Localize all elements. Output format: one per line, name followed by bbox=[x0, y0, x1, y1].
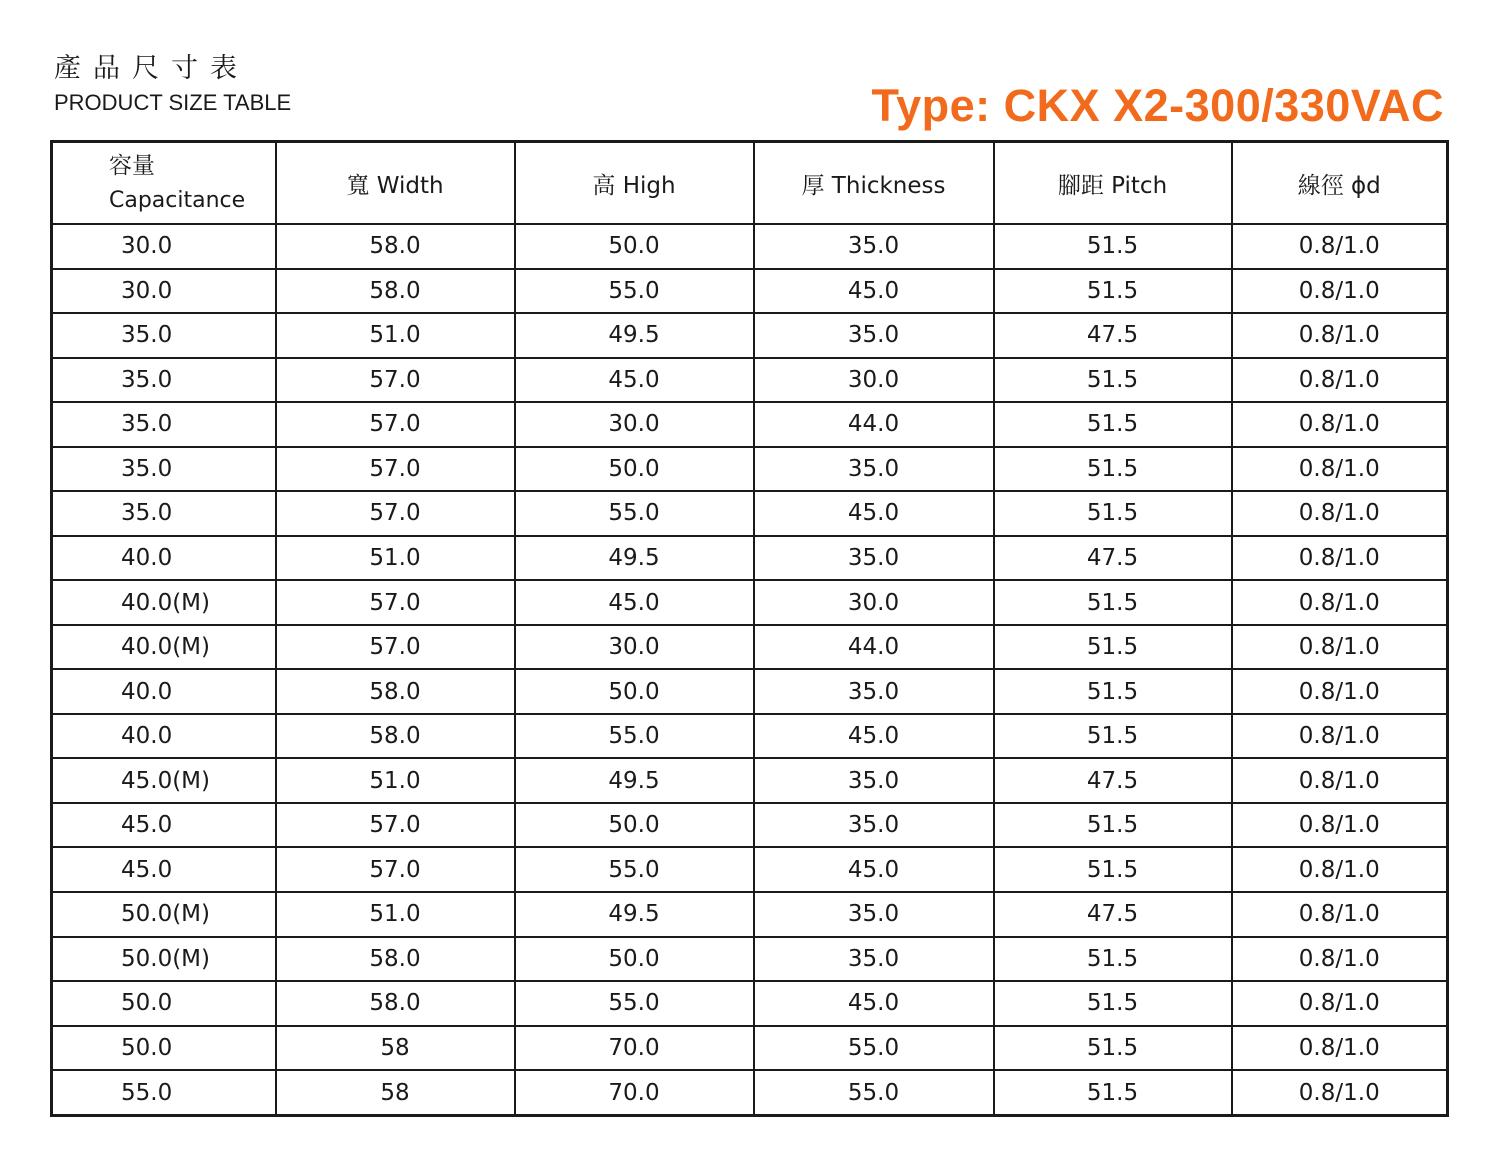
thickness-cell: 45.0 bbox=[754, 847, 994, 892]
pitch-cell: 51.5 bbox=[994, 669, 1232, 714]
thickness-cell: 35.0 bbox=[754, 758, 994, 803]
pitch-cell: 51.5 bbox=[994, 491, 1232, 536]
pitch-cell: 47.5 bbox=[994, 313, 1232, 358]
table-row bbox=[52, 1070, 1448, 1115]
pitch-cell: 47.5 bbox=[994, 758, 1232, 803]
page-title-chinese: 產品尺寸表 bbox=[54, 53, 249, 84]
thickness-cell: 35.0 bbox=[754, 803, 994, 848]
table-row bbox=[52, 714, 1448, 759]
capacitance-cell: 40.0 bbox=[52, 669, 276, 714]
column-header-high: 高 High bbox=[515, 142, 754, 225]
product-size-table bbox=[50, 140, 1449, 1117]
thickness-cell: 35.0 bbox=[754, 224, 994, 269]
pitch-cell: 51.5 bbox=[994, 1026, 1232, 1071]
thickness-cell: 45.0 bbox=[754, 714, 994, 759]
wire-diameter-cell: 0.8/1.0 bbox=[1232, 981, 1448, 1026]
table-row bbox=[52, 224, 1448, 269]
thickness-cell: 30.0 bbox=[754, 358, 994, 403]
pitch-cell: 51.5 bbox=[994, 847, 1232, 892]
capacitance-cell: 55.0 bbox=[52, 1070, 276, 1115]
high-cell: 45.0 bbox=[515, 580, 754, 625]
wire-diameter-cell: 0.8/1.0 bbox=[1232, 1070, 1448, 1115]
thickness-cell: 35.0 bbox=[754, 892, 994, 937]
column-header-pitch: 腳距 Pitch bbox=[994, 142, 1232, 225]
high-cell: 49.5 bbox=[515, 892, 754, 937]
width-cell: 57.0 bbox=[276, 358, 515, 403]
pitch-cell: 51.5 bbox=[994, 981, 1232, 1026]
width-cell: 57.0 bbox=[276, 847, 515, 892]
high-cell: 55.0 bbox=[515, 491, 754, 536]
capacitance-cell: 45.0 bbox=[52, 803, 276, 848]
thickness-cell: 35.0 bbox=[754, 447, 994, 492]
table-row bbox=[52, 937, 1448, 982]
thickness-cell: 35.0 bbox=[754, 536, 994, 581]
wire-diameter-cell: 0.8/1.0 bbox=[1232, 758, 1448, 803]
wire-diameter-cell: 0.8/1.0 bbox=[1232, 269, 1448, 314]
wire-diameter-cell: 0.8/1.0 bbox=[1232, 625, 1448, 670]
thickness-cell: 30.0 bbox=[754, 580, 994, 625]
width-cell: 58.0 bbox=[276, 669, 515, 714]
wire-diameter-cell: 0.8/1.0 bbox=[1232, 580, 1448, 625]
capacitance-cell: 35.0 bbox=[52, 402, 276, 447]
capacitance-cell: 35.0 bbox=[52, 313, 276, 358]
wire-diameter-cell: 0.8/1.0 bbox=[1232, 358, 1448, 403]
thickness-cell: 55.0 bbox=[754, 1070, 994, 1115]
table-body bbox=[52, 224, 1448, 1116]
capacitance-cell: 40.0(M) bbox=[52, 625, 276, 670]
pitch-cell: 51.5 bbox=[994, 447, 1232, 492]
wire-diameter-cell: 0.8/1.0 bbox=[1232, 892, 1448, 937]
high-cell: 50.0 bbox=[515, 224, 754, 269]
wire-diameter-cell: 0.8/1.0 bbox=[1232, 491, 1448, 536]
pitch-cell: 51.5 bbox=[994, 224, 1232, 269]
table-row bbox=[52, 669, 1448, 714]
page-title-english: PRODUCT SIZE TABLE bbox=[54, 90, 292, 115]
wire-diameter-cell: 0.8/1.0 bbox=[1232, 1026, 1448, 1071]
thickness-cell: 55.0 bbox=[754, 1026, 994, 1071]
pitch-cell: 51.5 bbox=[994, 358, 1232, 403]
wire-diameter-cell: 0.8/1.0 bbox=[1232, 847, 1448, 892]
width-cell: 57.0 bbox=[276, 803, 515, 848]
high-cell: 55.0 bbox=[515, 847, 754, 892]
table-row bbox=[52, 892, 1448, 937]
width-cell: 51.0 bbox=[276, 758, 515, 803]
high-cell: 50.0 bbox=[515, 669, 754, 714]
width-cell: 58.0 bbox=[276, 269, 515, 314]
table-row bbox=[52, 269, 1448, 314]
wire-diameter-cell: 0.8/1.0 bbox=[1232, 224, 1448, 269]
column-header-wire-diameter: 線徑 ϕd bbox=[1232, 142, 1448, 225]
width-cell: 51.0 bbox=[276, 892, 515, 937]
high-cell: 70.0 bbox=[515, 1070, 754, 1115]
high-cell: 30.0 bbox=[515, 625, 754, 670]
capacitance-cell: 50.0 bbox=[52, 1026, 276, 1071]
width-cell: 57.0 bbox=[276, 402, 515, 447]
pitch-cell: 51.5 bbox=[994, 714, 1232, 759]
capacitance-cell: 35.0 bbox=[52, 491, 276, 536]
high-cell: 50.0 bbox=[515, 937, 754, 982]
wire-diameter-cell: 0.8/1.0 bbox=[1232, 803, 1448, 848]
capacitance-cell: 30.0 bbox=[52, 224, 276, 269]
table-row bbox=[52, 1026, 1448, 1071]
wire-diameter-cell: 0.8/1.0 bbox=[1232, 447, 1448, 492]
table-row bbox=[52, 803, 1448, 848]
high-cell: 30.0 bbox=[515, 402, 754, 447]
capacitance-cell: 40.0(M) bbox=[52, 580, 276, 625]
width-cell: 58.0 bbox=[276, 714, 515, 759]
table-row bbox=[52, 981, 1448, 1026]
wire-diameter-cell: 0.8/1.0 bbox=[1232, 313, 1448, 358]
product-type-title: Type: CKX X2-300/330VAC bbox=[871, 80, 1444, 131]
high-cell: 49.5 bbox=[515, 313, 754, 358]
high-cell: 50.0 bbox=[515, 447, 754, 492]
table-row bbox=[52, 358, 1448, 403]
wire-diameter-cell: 0.8/1.0 bbox=[1232, 669, 1448, 714]
thickness-cell: 45.0 bbox=[754, 491, 994, 536]
pitch-cell: 51.5 bbox=[994, 269, 1232, 314]
capacitance-cell: 35.0 bbox=[52, 447, 276, 492]
high-cell: 49.5 bbox=[515, 536, 754, 581]
width-cell: 58.0 bbox=[276, 981, 515, 1026]
pitch-cell: 47.5 bbox=[994, 892, 1232, 937]
pitch-cell: 47.5 bbox=[994, 536, 1232, 581]
thickness-cell: 44.0 bbox=[754, 625, 994, 670]
capacitance-cell: 45.0 bbox=[52, 847, 276, 892]
pitch-cell: 51.5 bbox=[994, 937, 1232, 982]
high-cell: 50.0 bbox=[515, 803, 754, 848]
pitch-cell: 51.5 bbox=[994, 1070, 1232, 1115]
capacitance-cell: 45.0(M) bbox=[52, 758, 276, 803]
width-cell: 57.0 bbox=[276, 580, 515, 625]
capacitance-cell: 40.0 bbox=[52, 536, 276, 581]
width-cell: 58 bbox=[276, 1070, 515, 1115]
wire-diameter-cell: 0.8/1.0 bbox=[1232, 714, 1448, 759]
width-cell: 57.0 bbox=[276, 491, 515, 536]
capacitance-cell: 50.0(M) bbox=[52, 937, 276, 982]
thickness-cell: 35.0 bbox=[754, 313, 994, 358]
column-header-capacitance-zh: 容量 bbox=[109, 153, 155, 180]
width-cell: 58.0 bbox=[276, 224, 515, 269]
thickness-cell: 35.0 bbox=[754, 669, 994, 714]
table-row bbox=[52, 402, 1448, 447]
table-row bbox=[52, 536, 1448, 581]
high-cell: 55.0 bbox=[515, 714, 754, 759]
wire-diameter-cell: 0.8/1.0 bbox=[1232, 536, 1448, 581]
column-header-capacitance-en: Capacitance bbox=[109, 187, 246, 213]
high-cell: 70.0 bbox=[515, 1026, 754, 1071]
column-header-capacitance bbox=[52, 142, 276, 225]
table-row bbox=[52, 447, 1448, 492]
table-row bbox=[52, 313, 1448, 358]
table-header-row bbox=[52, 142, 1448, 225]
width-cell: 51.0 bbox=[276, 536, 515, 581]
table-row bbox=[52, 625, 1448, 670]
high-cell: 55.0 bbox=[515, 981, 754, 1026]
table-row bbox=[52, 580, 1448, 625]
width-cell: 58 bbox=[276, 1026, 515, 1071]
width-cell: 51.0 bbox=[276, 313, 515, 358]
thickness-cell: 35.0 bbox=[754, 937, 994, 982]
pitch-cell: 51.5 bbox=[994, 625, 1232, 670]
high-cell: 49.5 bbox=[515, 758, 754, 803]
wire-diameter-cell: 0.8/1.0 bbox=[1232, 402, 1448, 447]
pitch-cell: 51.5 bbox=[994, 803, 1232, 848]
capacitance-cell: 35.0 bbox=[52, 358, 276, 403]
capacitance-cell: 40.0 bbox=[52, 714, 276, 759]
width-cell: 58.0 bbox=[276, 937, 515, 982]
thickness-cell: 45.0 bbox=[754, 269, 994, 314]
thickness-cell: 45.0 bbox=[754, 981, 994, 1026]
pitch-cell: 51.5 bbox=[994, 402, 1232, 447]
high-cell: 45.0 bbox=[515, 358, 754, 403]
width-cell: 57.0 bbox=[276, 447, 515, 492]
column-header-width: 寬 Width bbox=[276, 142, 515, 225]
pitch-cell: 51.5 bbox=[994, 580, 1232, 625]
capacitance-cell: 50.0 bbox=[52, 981, 276, 1026]
wire-diameter-cell: 0.8/1.0 bbox=[1232, 937, 1448, 982]
thickness-cell: 44.0 bbox=[754, 402, 994, 447]
capacitance-cell: 30.0 bbox=[52, 269, 276, 314]
table-row bbox=[52, 491, 1448, 536]
capacitance-cell: 50.0(M) bbox=[52, 892, 276, 937]
high-cell: 55.0 bbox=[515, 269, 754, 314]
column-header-thickness: 厚 Thickness bbox=[754, 142, 994, 225]
width-cell: 57.0 bbox=[276, 625, 515, 670]
table-row bbox=[52, 758, 1448, 803]
table-row bbox=[52, 847, 1448, 892]
